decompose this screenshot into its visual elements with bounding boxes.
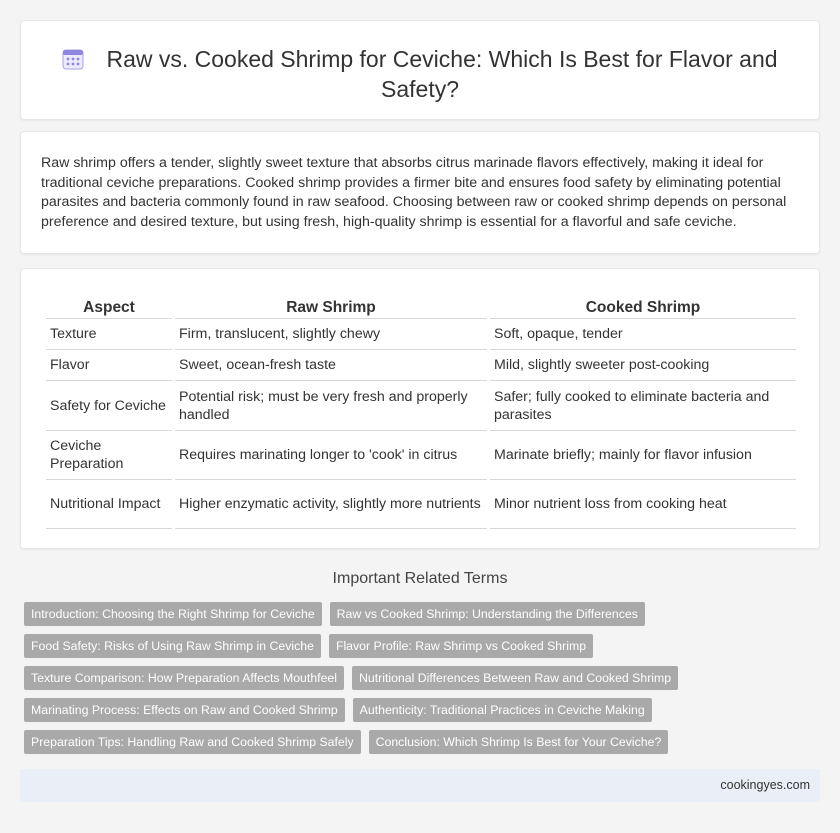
table-cell: Mild, slightly sweeter post-cooking — [490, 350, 796, 381]
title-card — [20, 20, 820, 120]
related-term-tag[interactable]: Marinating Process: Effects on Raw and Cooked Shrimp — [24, 698, 345, 722]
table-cell: Soft, opaque, tender — [490, 319, 796, 350]
table-cell: Safety for Ceviche — [46, 381, 172, 431]
table-cell: Nutritional Impact — [46, 480, 172, 529]
tag-row — [24, 634, 593, 658]
intro-card — [20, 131, 820, 254]
intro-paragraph: Raw shrimp offers a tender, slightly sweet texture that absorbs citrus marinade flavors effectively, making it ideal for traditional ceviche preparations. Cooked shrimp provides a firmer bite and ensures food safety by eliminating potential parasites and bacteria commonly found in raw seafood. Choosing between raw or cooked shrimp depends on personal preference and desired texture, but using fresh, high-quality shrimp is essential for a flavorful and safe ceviche. — [41, 155, 787, 230]
footer — [20, 769, 820, 802]
table-header-row — [46, 297, 796, 319]
table-row — [46, 350, 796, 381]
related-term-tag[interactable]: Flavor Profile: Raw Shrimp vs Cooked Shrimp — [329, 634, 593, 658]
related-terms-heading: Important Related Terms — [332, 570, 508, 587]
table-cell: Sweet, ocean-fresh taste — [175, 350, 487, 381]
table-row — [46, 381, 796, 431]
table-cell: Flavor — [46, 350, 172, 381]
table-cell: Potential risk; must be very fresh and properly handled — [175, 381, 487, 431]
table-cell: Higher enzymatic activity, slightly more nutrients — [175, 480, 487, 529]
footer-site-name[interactable]: cookingyes.com — [720, 778, 810, 792]
related-term-tag[interactable]: Food Safety: Risks of Using Raw Shrimp in Ceviche — [24, 634, 321, 658]
related-term-tag[interactable]: Raw vs Cooked Shrimp: Understanding the Differences — [330, 602, 645, 626]
table-cell: Safer; fully cooked to eliminate bacteria and parasites — [490, 381, 796, 431]
related-term-tag[interactable]: Preparation Tips: Handling Raw and Cooked Shrimp Safely — [24, 730, 361, 754]
column-header-cooked: Cooked Shrimp — [490, 297, 796, 319]
related-term-tag[interactable]: Authenticity: Traditional Practices in Ceviche Making — [353, 698, 652, 722]
table-cell: Marinate briefly; mainly for flavor infusion — [490, 431, 796, 480]
tag-row — [24, 602, 645, 626]
related-term-tag[interactable]: Introduction: Choosing the Right Shrimp for Ceviche — [24, 602, 322, 626]
tag-row — [24, 730, 668, 754]
table-cell: Requires marinating longer to 'cook' in citrus — [175, 431, 487, 480]
table-cell: Minor nutrient loss from cooking heat — [490, 480, 796, 529]
column-header-aspect: Aspect — [46, 297, 172, 319]
tag-row — [24, 698, 652, 722]
table-cell: Ceviche Preparation — [46, 431, 172, 480]
tag-row — [24, 666, 678, 690]
related-term-tag[interactable]: Nutritional Differences Between Raw and Cooked Shrimp — [352, 666, 678, 690]
comparison-table — [43, 297, 799, 529]
comparison-card — [20, 268, 820, 549]
related-term-tag[interactable]: Conclusion: Which Shrimp Is Best for Your Ceviche? — [369, 730, 669, 754]
column-header-raw: Raw Shrimp — [175, 297, 487, 319]
calendar-icon — [62, 48, 84, 70]
related-term-tag[interactable]: Texture Comparison: How Preparation Affects Mouthfeel — [24, 666, 344, 690]
page-title: Raw vs. Cooked Shrimp for Ceviche: Which Is Best for Flavor and Safety? — [106, 46, 778, 102]
table-cell: Texture — [46, 319, 172, 350]
table-row — [46, 431, 796, 480]
table-row — [46, 319, 796, 350]
table-row — [46, 480, 796, 529]
table-cell: Firm, translucent, slightly chewy — [175, 319, 487, 350]
